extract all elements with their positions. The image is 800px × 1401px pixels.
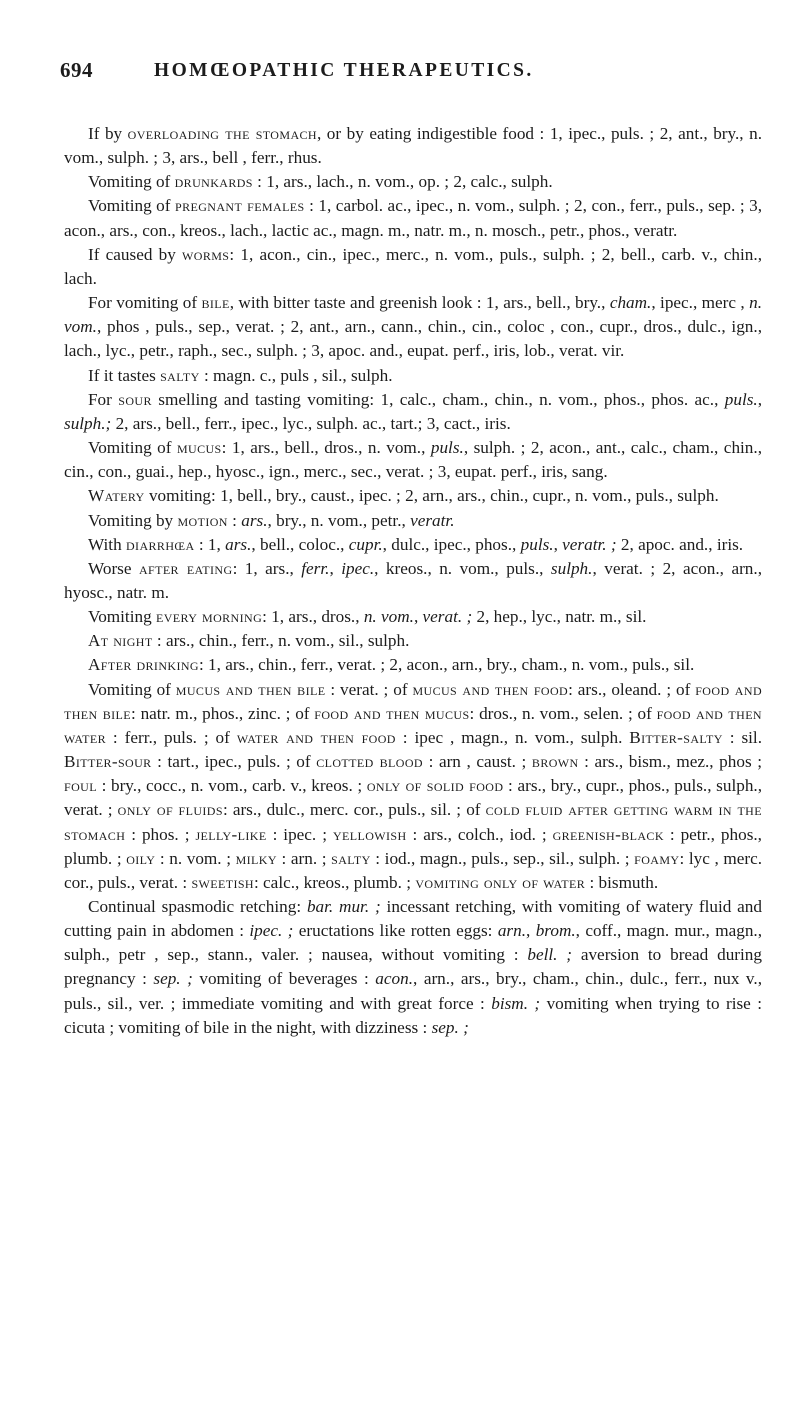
- italic-remedy: brom.: [535, 921, 576, 941]
- text-run: : ipec , magn., n. vom., sulph.: [395, 727, 630, 747]
- text-run: eructations like rotten eggs:: [293, 921, 498, 941]
- text-run: vomiting when trying to rise : cicuta ; vomiting of bile in the night, with dizziness :: [64, 993, 762, 1037]
- small-caps-heading: yellowish: [332, 824, 407, 844]
- text-run: : ars., oleand. ; of: [568, 679, 696, 699]
- text-run: If it tastes: [88, 365, 161, 385]
- italic-remedy: bar. mur. ;: [306, 897, 381, 916]
- small-caps-heading: Watery: [88, 486, 145, 506]
- text-run: , verat. ; 2, acon., arn., hyosc., natr. m.: [64, 558, 762, 602]
- body-text: [64, 122, 762, 1040]
- small-caps-heading: only of fluids: [117, 800, 223, 820]
- italic-remedy: veratr.: [410, 510, 455, 530]
- text-run: ,: [526, 921, 536, 941]
- italic-remedy: n. vom.: [64, 293, 762, 337]
- text-run: : verat. ; of: [325, 679, 413, 699]
- small-caps-heading: food and then water: [64, 703, 763, 747]
- paragraph: [64, 605, 762, 629]
- italic-remedy: acon.: [375, 969, 414, 989]
- running-head: HOMŒOPATHIC THERAPEUTICS.: [154, 60, 534, 81]
- text-run: : ars., dulc., merc. cor., puls., sil. ; of: [222, 800, 486, 820]
- text-run: : magn. c., puls , sil., sulph.: [199, 365, 393, 385]
- text-run: Vomiting of: [88, 438, 177, 458]
- text-run: vomiting of beverages :: [192, 969, 376, 989]
- text-run: Continual spasmodic retching:: [88, 897, 307, 916]
- small-caps-heading: every morning: [155, 607, 263, 627]
- italic-remedy: veratr. ;: [562, 534, 617, 554]
- small-caps-heading: water and then food: [236, 727, 396, 747]
- small-caps-heading: salty: [331, 848, 371, 868]
- text-run: , dulc., ipec., phos.,: [382, 534, 521, 554]
- paragraph: [64, 678, 762, 895]
- paragraph: [64, 557, 762, 605]
- italic-remedy: ars.: [225, 534, 252, 554]
- text-run: Vomiting of: [88, 172, 175, 192]
- text-run: , kreos., n. vom., puls.,: [374, 558, 551, 578]
- text-run: : phos. ;: [125, 824, 196, 844]
- text-run: : ars., bry., cupr., phos., puls., sulph., verat. ;: [64, 776, 763, 820]
- text-run: : ars., bism., mez., phos ;: [578, 752, 762, 772]
- page-header: [60, 58, 760, 88]
- paragraph: [64, 509, 762, 533]
- italic-remedy: arn.: [497, 921, 527, 941]
- small-caps-heading: milky: [235, 848, 277, 868]
- paragraph: [64, 364, 762, 388]
- text-run: : dros., n. vom., selen. ; of: [469, 703, 657, 723]
- italic-remedy: verat. ;: [422, 607, 473, 627]
- small-caps-heading: cold fluid after getting warm in the stomach: [64, 800, 762, 844]
- text-run: 2, apoc. and., iris.: [616, 534, 744, 554]
- text-run: Vomiting of: [88, 679, 176, 699]
- paragraph: [64, 122, 762, 170]
- small-caps-heading: food and then mucus: [314, 703, 470, 723]
- text-run: , phos , puls., sep., verat. ; 2, ant., arn., cann., chin., cin., coloc , con., cupr., dros., dulc., ign., lach., lyc., petr., raph., sec., sulph. ; 3, apoc. and., eupat. perf., iris, lob., verat. vir.: [64, 317, 762, 361]
- small-caps-heading: greenish-black: [552, 824, 664, 844]
- text-run: 2, hep., lyc., natr. m., sil.: [472, 607, 647, 627]
- paragraph: [64, 653, 762, 677]
- text-run: : 1, ars., lach., n. vom., op. ; 2, calc., sulph.: [252, 172, 553, 192]
- small-caps-heading: foamy: [634, 848, 680, 868]
- text-run: : bry., cocc., n. vom., carb. v., kreos. ;: [96, 776, 367, 796]
- small-caps-heading: At night: [88, 631, 153, 651]
- italic-remedy: sulph.;: [64, 413, 112, 433]
- text-run: : calc., kreos., plumb. ;: [253, 872, 416, 892]
- text-run: : iod., magn., puls., sep., sil., sulph. ;: [370, 848, 635, 868]
- small-caps-heading: pregnant females: [175, 196, 305, 216]
- small-caps-heading: foul: [64, 776, 97, 796]
- italic-remedy: ipec. ;: [249, 921, 294, 941]
- small-caps-heading: bile: [201, 293, 230, 313]
- small-caps-heading: motion: [177, 510, 228, 530]
- text-run: , sulph. ; 2, acon., ant., calc., cham., chin., cin., con., guai., hep., hyosc., ign., merc., sec., verat. ; 3, eupat. perf., iris, sang.: [64, 438, 762, 482]
- paragraph: [64, 533, 762, 557]
- small-caps-heading: only of solid food: [366, 776, 504, 796]
- italic-remedy: ars.: [241, 510, 268, 530]
- text-run: ,: [329, 558, 342, 578]
- page-number: 694: [60, 58, 93, 82]
- text-run: : tart., ipec., puls. ; of: [151, 752, 317, 772]
- text-run: vomiting: 1, bell., bry., caust., ipec. ; 2, arn., ars., chin., cupr., n. vom., puls., sulph.: [144, 486, 719, 506]
- text-run: ,: [757, 389, 762, 409]
- italic-remedy: bism. ;: [491, 993, 541, 1013]
- text-run: , ipec., merc ,: [651, 293, 750, 313]
- paragraph: [64, 436, 762, 484]
- text-run: ,: [413, 607, 423, 627]
- text-run: : bismuth.: [585, 872, 659, 892]
- text-run: : arn. ;: [276, 848, 332, 868]
- text-run: : 1, ars.,: [232, 558, 302, 578]
- small-caps-heading: sweetish: [191, 872, 254, 892]
- italic-remedy: cupr.: [348, 534, 383, 554]
- text-run: : arn , caust. ;: [423, 752, 532, 772]
- text-run: , bry., n. vom., petr.,: [267, 510, 411, 530]
- small-caps-heading: oily: [126, 848, 156, 868]
- small-caps-heading: mucus and then bile: [175, 679, 326, 699]
- small-caps-heading: After drinking: [88, 655, 199, 675]
- italic-remedy: bell. ;: [527, 945, 572, 965]
- paragraph: [64, 243, 762, 291]
- paragraph: [64, 194, 762, 242]
- paragraph: [64, 629, 762, 653]
- text-run: If caused by: [88, 244, 183, 264]
- text-run: If by: [88, 124, 128, 143]
- text-run: Vomiting: [88, 607, 156, 627]
- text-run: 2, ars., bell., ferr., ipec., lyc., sulph. ac., tart.; 3, cact., iris.: [111, 413, 511, 433]
- text-run: , bell., coloc.,: [251, 534, 349, 554]
- text-run: : sil.: [722, 727, 763, 747]
- text-run: : 1, ars., chin., ferr., verat. ; 2, acon., arn., bry., cham., n. vom., puls., sil.: [198, 655, 695, 675]
- text-run: : n. vom. ;: [155, 848, 236, 868]
- text-run: , coff., magn. mur., magn., sulph., petr , sep., stann., valer. ; nausea, without vomiting :: [64, 921, 763, 965]
- text-run: : ars., colch., iod. ;: [406, 824, 553, 844]
- italic-remedy: puls.: [430, 438, 464, 458]
- small-caps-heading: jelly-like: [195, 824, 267, 844]
- text-run: , with bitter taste and greenish look : 1, ars., bell., bry.,: [229, 293, 610, 313]
- paragraph: [64, 895, 762, 1040]
- small-caps-heading: vomiting only of water: [415, 872, 586, 892]
- italic-remedy: puls.: [724, 389, 758, 409]
- text-run: : ipec. ;: [266, 824, 333, 844]
- text-run: Vomiting by: [88, 510, 178, 530]
- small-caps-heading: food and then bile: [64, 679, 763, 723]
- italic-remedy: sep. ;: [153, 969, 193, 989]
- text-run: : 1, acon., cin., ipec., merc., n. vom., puls., sulph. ; 2, bell., carb. v., chin., lach.: [64, 244, 762, 288]
- text-run: : petr., phos., plumb. ;: [64, 824, 762, 868]
- text-run: ,: [553, 534, 563, 554]
- small-caps-heading: clotted blood: [316, 752, 423, 772]
- text-run: , or by eating indigestible food : 1, ipec., puls. ; 2, ant., bry., n. vom., sulph. ; 3, ars., bell , ferr., rhus.: [64, 124, 762, 168]
- paragraph: [64, 170, 762, 194]
- italic-remedy: ipec.: [341, 558, 375, 578]
- text-run: : ferr., puls. ; of: [106, 727, 237, 747]
- small-caps-heading: Bitter-sour: [64, 752, 152, 772]
- small-caps-heading: brown: [531, 752, 579, 772]
- small-caps-heading: drunkards: [174, 172, 253, 192]
- text-run: : 1, ars., bell., dros., n. vom.,: [221, 438, 431, 458]
- text-run: For vomiting of: [88, 293, 202, 313]
- italic-remedy: sulph.: [550, 558, 593, 578]
- italic-remedy: sep. ;: [431, 1017, 469, 1037]
- text-run: : natr. m., phos., zinc. ; of: [131, 703, 315, 723]
- small-caps-heading: sour: [118, 389, 152, 409]
- small-caps-heading: mucus and then food: [412, 679, 569, 699]
- text-run: : lyc , merc. cor., puls., verat. :: [64, 848, 763, 892]
- small-caps-heading: salty: [160, 365, 200, 385]
- small-caps-heading: worms: [182, 244, 230, 264]
- small-caps-heading: after eating: [138, 558, 233, 578]
- paragraph: [64, 291, 762, 363]
- italic-remedy: cham.: [609, 293, 652, 313]
- small-caps-heading: overloading the stomach: [127, 124, 317, 143]
- text-run: smelling and tasting vomiting: 1, calc., cham., chin., n. vom., phos., phos. ac.,: [151, 389, 725, 409]
- small-caps-heading: mucus: [176, 438, 222, 458]
- text-run: Worse: [88, 558, 139, 578]
- text-run: incessant retching, with vomiting of watery fluid and cutting pain in abdomen :: [64, 897, 762, 941]
- text-run: : 1, ars., dros.,: [262, 607, 364, 627]
- text-run: , arn., ars., bry., cham., chin., dulc., ferr., nux v., puls., sil., ver. ; immediate vomiting and with great force :: [64, 969, 762, 1013]
- small-caps-heading: diarrhœa: [125, 534, 195, 554]
- text-run: : 1,: [194, 534, 226, 554]
- italic-remedy: ferr.: [301, 558, 330, 578]
- text-run: :: [227, 510, 242, 530]
- text-run: For: [88, 389, 119, 409]
- text-run: aversion to bread during pregnancy :: [64, 945, 762, 989]
- text-run: With: [88, 534, 126, 554]
- paragraph: [64, 388, 762, 436]
- small-caps-heading: Bitter-salty: [629, 727, 723, 747]
- italic-remedy: n. vom.: [363, 607, 414, 627]
- italic-remedy: puls.: [520, 534, 554, 554]
- paragraph: [64, 484, 762, 508]
- text-run: : ars., chin., ferr., n. vom., sil., sulph.: [152, 631, 410, 651]
- text-run: : 1, carbol. ac., ipec., n. vom., sulph. ; 2, con., ferr., puls., sep. ; 3, acon., ars., con., kreos., lach., lactic ac., magn. m., natr. m., n. mosch., petr., phos., veratr.: [64, 196, 762, 240]
- text-run: Vomiting of: [88, 196, 176, 216]
